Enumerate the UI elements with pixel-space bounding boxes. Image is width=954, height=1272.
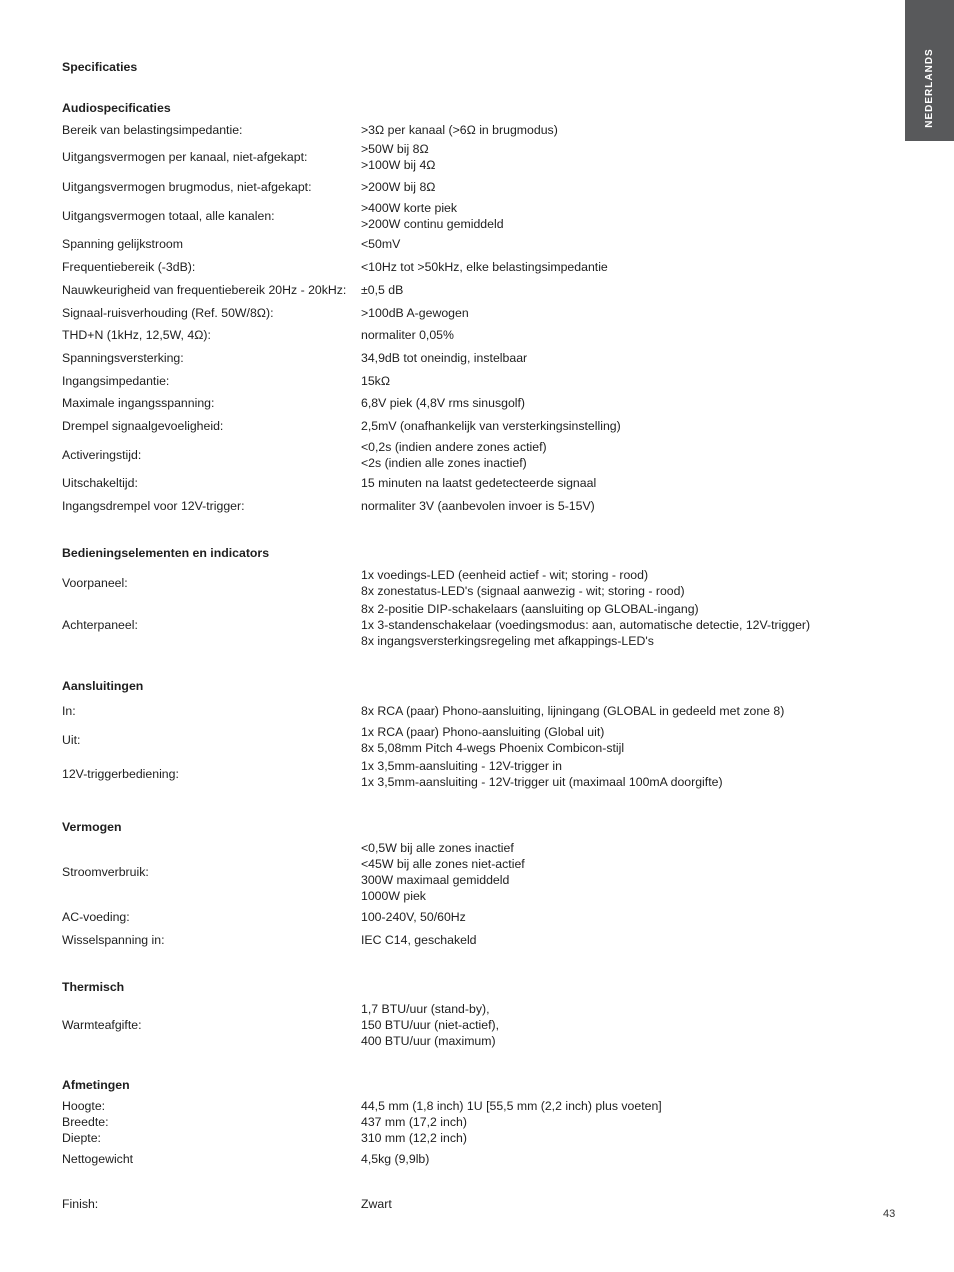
spec-label: Bereik van belastingsimpedantie: <box>62 123 243 137</box>
spec-value: <0,5W bij alle zones inactief <box>361 841 514 855</box>
spec-value: 437 mm (17,2 inch) <box>361 1115 467 1129</box>
spec-value: 4,5kg (9,9lb) <box>361 1152 430 1166</box>
spec-label: AC-voeding: <box>62 910 130 924</box>
spec-label: Drempel signaalgevoeligheid: <box>62 419 224 433</box>
spec-value: >100dB A-gewogen <box>361 306 469 320</box>
spec-label: 12V-triggerbediening: <box>62 767 179 781</box>
spec-value: 400 BTU/uur (maximum) <box>361 1034 496 1048</box>
spec-value: 34,9dB tot oneindig, instelbaar <box>361 351 528 365</box>
spec-label: Finish: <box>62 1197 99 1211</box>
section-heading: Afmetingen <box>62 1078 130 1092</box>
spec-value: 15kΩ <box>361 374 391 388</box>
spec-label: Uitschakeltijd: <box>62 476 138 490</box>
spec-value: <45W bij alle zones niet-actief <box>361 857 525 871</box>
spec-label: Stroomverbruik: <box>62 865 149 879</box>
spec-value: 8x RCA (paar) Phono-aansluiting, lijningang (GLOBAL in gedeeld met zone 8) <box>361 704 785 718</box>
section-heading: Vermogen <box>62 820 122 834</box>
spec-label: Spanningsversterking: <box>62 351 184 365</box>
spec-value: 310 mm (12,2 inch) <box>361 1131 467 1145</box>
section-heading: Bedieningselementen en indicators <box>62 546 270 560</box>
spec-label: Hoogte: <box>62 1099 106 1113</box>
spec-label: Uit: <box>62 733 81 747</box>
spec-value: <0,2s (indien andere zones actief) <box>361 440 547 454</box>
spec-value: 6,8V piek (4,8V rms sinusgolf) <box>361 396 526 410</box>
spec-label: Frequentiebereik (-3dB): <box>62 260 196 274</box>
spec-value: ±0,5 dB <box>361 283 404 297</box>
spec-label: Ingangsdrempel voor 12V-trigger: <box>62 499 245 513</box>
page-number: 43 <box>883 1208 896 1220</box>
language-tab <box>905 0 954 141</box>
spec-value: 1x 3-standenschakelaar (voedingsmodus: aan, automatische detectie, 12V-trigger) <box>361 618 811 632</box>
section-heading: Thermisch <box>62 980 125 994</box>
spec-label: Achterpaneel: <box>62 618 138 632</box>
spec-label: Maximale ingangsspanning: <box>62 396 215 410</box>
spec-value: 44,5 mm (1,8 inch) 1U [55,5 mm (2,2 inch) plus voeten] <box>361 1099 662 1113</box>
spec-value: 8x ingangsversterkingsregeling met afkappings-LED's <box>361 634 654 648</box>
spec-value: >200W bij 8Ω <box>361 180 436 194</box>
spec-label: Nauwkeurigheid van frequentiebereik 20Hz - 20kHz: <box>62 283 347 297</box>
spec-value: <2s (indien alle zones inactief) <box>361 456 527 470</box>
spec-value: >200W continu gemiddeld <box>361 217 504 231</box>
spec-label: In: <box>62 704 76 718</box>
spec-label: Warmteafgifte: <box>62 1018 142 1032</box>
spec-value: 150 BTU/uur (niet-actief), <box>361 1018 500 1032</box>
spec-label: Uitgangsvermogen totaal, alle kanalen: <box>62 209 275 223</box>
spec-label: Wisselspanning in: <box>62 933 165 947</box>
spec-label: Uitgangsvermogen per kanaal, niet-afgekapt: <box>62 150 308 164</box>
spec-label: Breedte: <box>62 1115 109 1129</box>
spec-label: Voorpaneel: <box>62 576 128 590</box>
spec-value: 2,5mV (onafhankelijk van versterkingsinstelling) <box>361 419 621 433</box>
spec-value: >3Ω per kanaal (>6Ω in brugmodus) <box>361 123 558 137</box>
spec-label: Activeringstijd: <box>62 448 142 462</box>
spec-value: 15 minuten na laatst gedetecteerde signaal <box>361 476 597 490</box>
spec-label: Uitgangsvermogen brugmodus, niet-afgekapt: <box>62 180 312 194</box>
spec-value: 1x 3,5mm-aansluiting - 12V-trigger in <box>361 759 562 773</box>
spec-value: IEC C14, geschakeld <box>361 933 477 947</box>
spec-label: Signaal-ruisverhouding (Ref. 50W/8Ω): <box>62 306 274 320</box>
spec-label: Diepte: <box>62 1131 101 1145</box>
spec-value: 8x 5,08mm Pitch 4-wegs Phoenix Combicon-stijl <box>361 741 625 755</box>
section-heading: Aansluitingen <box>62 679 144 693</box>
spec-value: >50W bij 8Ω <box>361 142 429 156</box>
spec-value: <10Hz tot >50kHz, elke belastingsimpedantie <box>361 260 608 274</box>
spec-label: Ingangsimpedantie: <box>62 374 170 388</box>
spec-label: Nettogewicht <box>62 1152 134 1166</box>
spec-value: Zwart <box>361 1197 392 1211</box>
spec-value: 1x voedings-LED (eenheid actief - wit; storing - rood) <box>361 568 649 582</box>
spec-value: normaliter 0,05% <box>361 328 454 342</box>
spec-value: <50mV <box>361 237 401 251</box>
section-heading: Audiospecificaties <box>62 101 171 115</box>
spec-value: 300W maximaal gemiddeld <box>361 873 510 887</box>
spec-value: normaliter 3V (aanbevolen invoer is 5-15V) <box>361 499 595 513</box>
spec-value: 8x 2-positie DIP-schakelaars (aansluiting op GLOBAL-ingang) <box>361 602 699 616</box>
spec-value: 100-240V, 50/60Hz <box>361 910 466 924</box>
language-tab-label: NEDERLANDS <box>923 48 935 128</box>
spec-value: 1000W piek <box>361 889 426 903</box>
spec-value: 1x RCA (paar) Phono-aansluiting (Global uit) <box>361 725 605 739</box>
spec-value: >400W korte piek <box>361 201 458 215</box>
spec-value: 8x zonestatus-LED's (signaal aanwezig - wit; storing - rood) <box>361 584 685 598</box>
page-title: Specificaties <box>62 60 138 74</box>
spec-value: 1,7 BTU/uur (stand-by), <box>361 1002 490 1016</box>
spec-value: >100W bij 4Ω <box>361 158 436 172</box>
spec-value: 1x 3,5mm-aansluiting - 12V-trigger uit (maximaal 100mA doorgifte) <box>361 775 723 789</box>
spec-label: Spanning gelijkstroom <box>62 237 183 251</box>
spec-label: THD+N (1kHz, 12,5W, 4Ω): <box>62 328 211 342</box>
